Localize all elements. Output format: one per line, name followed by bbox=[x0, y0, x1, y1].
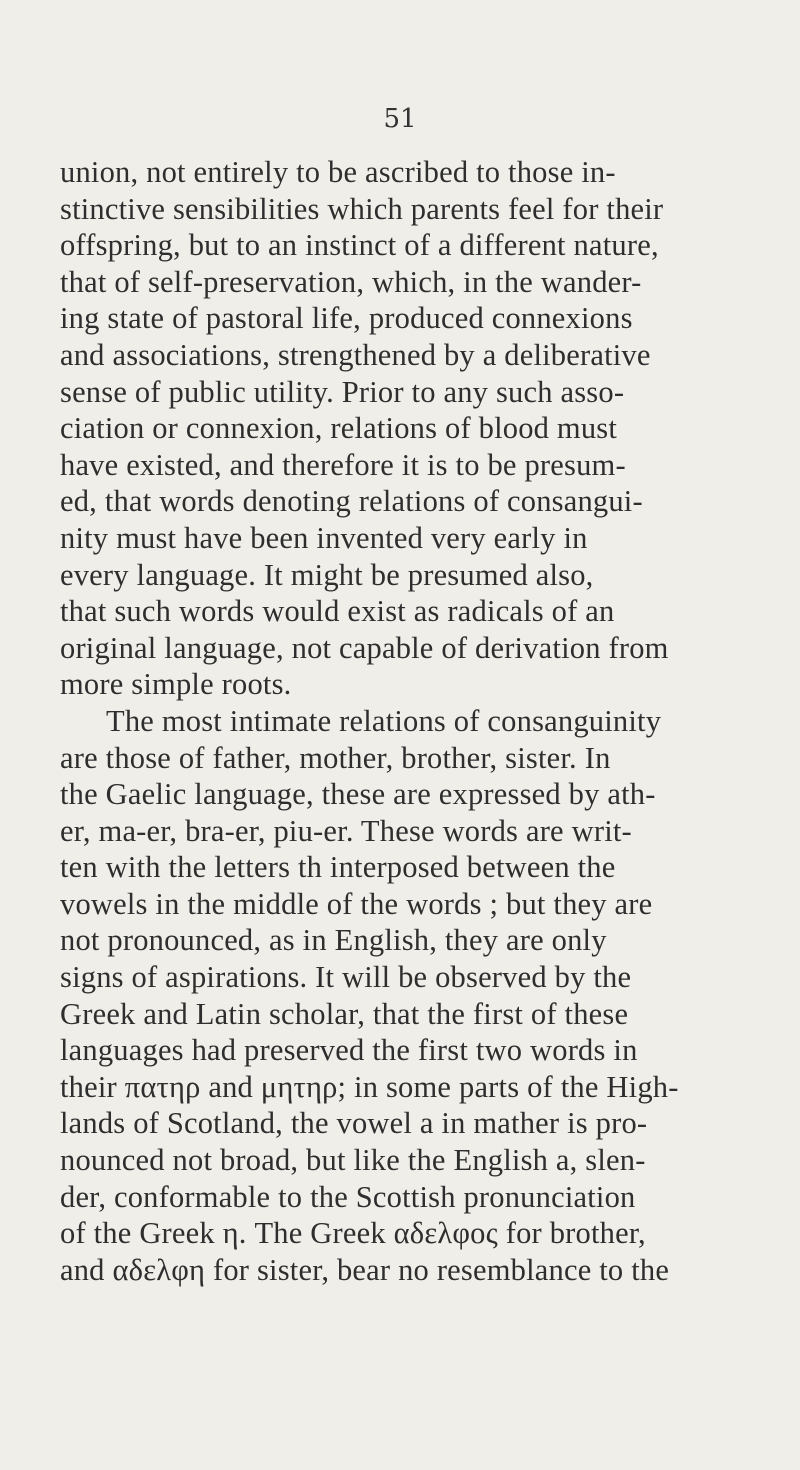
text-line: are those of father, mother, brother, sister. In bbox=[60, 740, 611, 775]
text-line: der, conformable to the Scottish pronunciation bbox=[60, 1179, 636, 1214]
text-line: their πατηρ and μητηρ; in some parts of the High- bbox=[60, 1069, 679, 1104]
text-line: er, ma-er, bra-er, piu-er. These words are writ- bbox=[60, 813, 632, 848]
text-line: offspring, but to an instinct of a different nature, bbox=[60, 228, 659, 263]
text-line: every language. It might be presumed also, bbox=[60, 557, 594, 592]
page-number: 51 bbox=[383, 104, 417, 134]
text-line: original language, not capable of derivation from bbox=[60, 630, 669, 665]
text-line: ciation or connexion, relations of blood must bbox=[60, 411, 618, 446]
text-line: that such words would exist as radicals of an bbox=[60, 594, 615, 629]
text-line: stinctive sensibilities which parents feel for their bbox=[60, 191, 664, 226]
body-text bbox=[60, 154, 760, 1288]
text-line: and αδελφη for sister, bear no resemblance to the bbox=[60, 1252, 670, 1287]
text-line: Greek and Latin scholar, that the first of these bbox=[60, 996, 629, 1031]
text-line: languages had preserved the first two words in bbox=[60, 1033, 638, 1068]
text-line: the Gaelic language, these are expressed by ath- bbox=[60, 777, 656, 812]
text-line: ed, that words denoting relations of consangui- bbox=[60, 484, 643, 519]
text-line: have existed, and therefore it is to be presum- bbox=[60, 447, 626, 482]
text-line: of the Greek η. The Greek αδελφος for brother, bbox=[60, 1216, 646, 1251]
text-line: nounced not broad, but like the English a, slen- bbox=[60, 1143, 646, 1178]
text-line: sense of public utility. Prior to any such asso- bbox=[60, 374, 625, 409]
text-line: signs of aspirations. It will be observed by the bbox=[60, 960, 632, 995]
text-line: that of self-preservation, which, in the wander- bbox=[60, 264, 642, 299]
text-line: nity must have been invented very early in bbox=[60, 520, 588, 555]
text-line: and associations, strengthened by a deliberative bbox=[60, 337, 651, 372]
text-line: union, not entirely to be ascribed to those in- bbox=[60, 155, 616, 189]
text-line: ing state of pastoral life, produced connexions bbox=[60, 301, 633, 336]
text-line: lands of Scotland, the vowel a in mather is pro- bbox=[60, 1106, 648, 1141]
paragraph-start-line: The most intimate relations of consanguinity bbox=[106, 703, 662, 738]
text-line: not pronounced, as in English, they are only bbox=[60, 923, 607, 958]
text-line: ten with the letters th interposed between the bbox=[60, 850, 616, 885]
text-line: vowels in the middle of the words ; but they are bbox=[60, 886, 653, 921]
text-line: more simple roots. bbox=[60, 667, 292, 702]
